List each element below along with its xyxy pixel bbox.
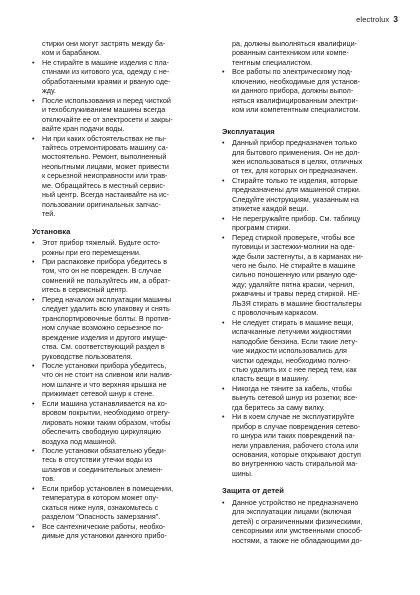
list-item [32,134,197,219]
list-item [222,138,387,176]
list-item-text: • Стирайте только те изделия, которые предназначены для машинной стирки. Следуйте инструкциям, указанным на этикетке каждой вещи. [232,175,361,214]
list-item [32,446,197,484]
list-item [222,233,387,318]
list-item [32,58,197,96]
page-header [356,14,398,24]
list-item [222,384,387,412]
left-column [32,39,197,541]
list-item [32,361,197,399]
list-item-text: • Не перегружайте прибор. См. таблицу программ стирки. [232,213,361,233]
usage-list [222,138,387,478]
left-continued-text: стирки они могут застрять между ба- ком и барабаном. [42,39,166,58]
list-item [32,522,197,541]
list-item [32,257,197,295]
section-title-usage: Эксплуатация [222,126,275,136]
list-item-text: • Если прибор установлен в помещении, температура в котором может опу- скаться ниже нуля, ознакомьтесь с разделом "Опасность замерзания". [42,483,174,522]
right-column [222,39,387,545]
page-number: 3 [393,14,398,24]
section-title-installation: Установка [32,226,71,236]
child-safety-list [222,498,387,545]
list-item-text: • Если машина устанавливается на ко- вровом покрытии, необходимо отрегу- лировать ножки таким образом, чтобы обеспечить свободную циркуляцию воздуха под машиной. [42,398,171,446]
list-item-text: • Этот прибор тяжелый. Будьте осто- рожны при его перемещении. [42,238,161,257]
list-item-text: • Перед стиркой проверьте, чтобы все пуговицы и застежки-молнии на оде- жде были застегнуты, а в карманах ни- чего не было. Не стирайте в машине сильно поношенную или рваную оде- жду; удаляйте пятна краски, чернил, ржавчины и травы перед стиркой. НЕ- ЛЬЗЯ стирать в машине бюстгальтеры с проволочным каркасом. [232,232,364,318]
list-item [32,238,197,257]
list-item [32,96,197,134]
list-item [32,399,197,446]
list-item [222,318,387,384]
section-title-child-safety: Защита от детей [222,486,284,496]
left-intro-list [32,58,197,219]
list-item [222,176,387,214]
installation-list [32,238,197,541]
list-item-text: • Перед началом эксплуатации машины следует удалить всю упаковку и снять транспортировочные болты. В против- ном случае возможно серьезное по- вреждение изделия и другого имуще- ства. См. соответствующий раздел в руководстве пользователя. [42,294,172,361]
list-item-text: • Ни в коем случае не эксплуатируйте прибор в случае повреждения сетево- го шнура или таких повреждений па- нели управления, рабочего стола или основания, которые открывают доступ во внутреннюю часть стиральной ма- шины. [232,412,361,478]
list-item-text: • Не стирайте в машине изделия с пла- стинами из китового уса, одежду с не- обработанными краями и рваную оде- жду. [42,57,171,96]
list-item [32,484,197,522]
list-item [222,67,387,114]
list-item-text: • Не следует стирать в машине вещи, испачканные летучими жидкостями наподобие бензина. Если такие лету- чие жидкости использовались для чистки одежды, необходимо полно- стью удалить их с нее перед тем, как класть вещи в машину. [232,317,358,384]
list-item-text: • Все сантехнические работы, необхо- димые для установки данного прибо- [42,521,167,541]
list-item-text: • После установки прибора убедитесь, что он не стоит на сливном или налив- ном шланге и что верхняя крышка не прижимает сетевой шнур к стене. [42,360,173,399]
list-item [32,295,197,361]
list-item-text: • Никогда не тяните за кабель, чтобы вынуть сетевой шнур из розетки; все- гда беритесь за саму вилку. [232,383,358,412]
list-item [222,498,387,545]
list-item-text: • После установки обязательно убеди- тесь в отсутствии утечки воды из шлангов и соединительных элемен- тов. [42,446,167,484]
list-item [222,412,387,478]
list-item [222,214,387,233]
right-continued-text: ра, должны выполняться квалифици- рованным сантехником или компе- тентным специалистом. [232,39,357,67]
brand-name: electrolux [356,15,390,24]
list-item-text: • Ни при каких обстоятельствах не пы- тайтесь отремонтировать машину са- мостоятельно. Ремонт, выполненный неопытными лицами, может привести к серьезной неисправности или трав- ме. Обращайтесь в местный сервис- ный центр. Всегда настаивайте на ис- пользовании оригинальных запчас- тей. [42,133,170,219]
list-item-text: • После использования и перед чисткой и техобслуживанием машины всегда отключайте ее от электросети и закры- вайте кран подачи воды. [42,95,173,134]
list-item-text: • Данный прибор предназначен только для бытового применения. Он не дол- жен использоваться в целях, отличных от тех, для которых он предназначен. [232,138,363,176]
list-item-text: • Данное устройство не предназначено для эксплуатации лицами (включая детей) с ограниченными физическими, сенсорными или умственными способ- ностями, а также не обладающими до- [232,497,363,545]
right-intro-list [222,67,387,114]
list-item-text: • Все работы по электрическому под- ключению, необходимые для установ- ки данного прибора, должны выпол- няться квалифицированным электри- ком или компетентным специалистом. [232,67,361,115]
list-item-text: • При распаковке прибора убедитесь в том, что он не поврежден. В случае сомнений не пользуйтесь им, а обрат- итесь в сервисный центр. [42,256,171,295]
